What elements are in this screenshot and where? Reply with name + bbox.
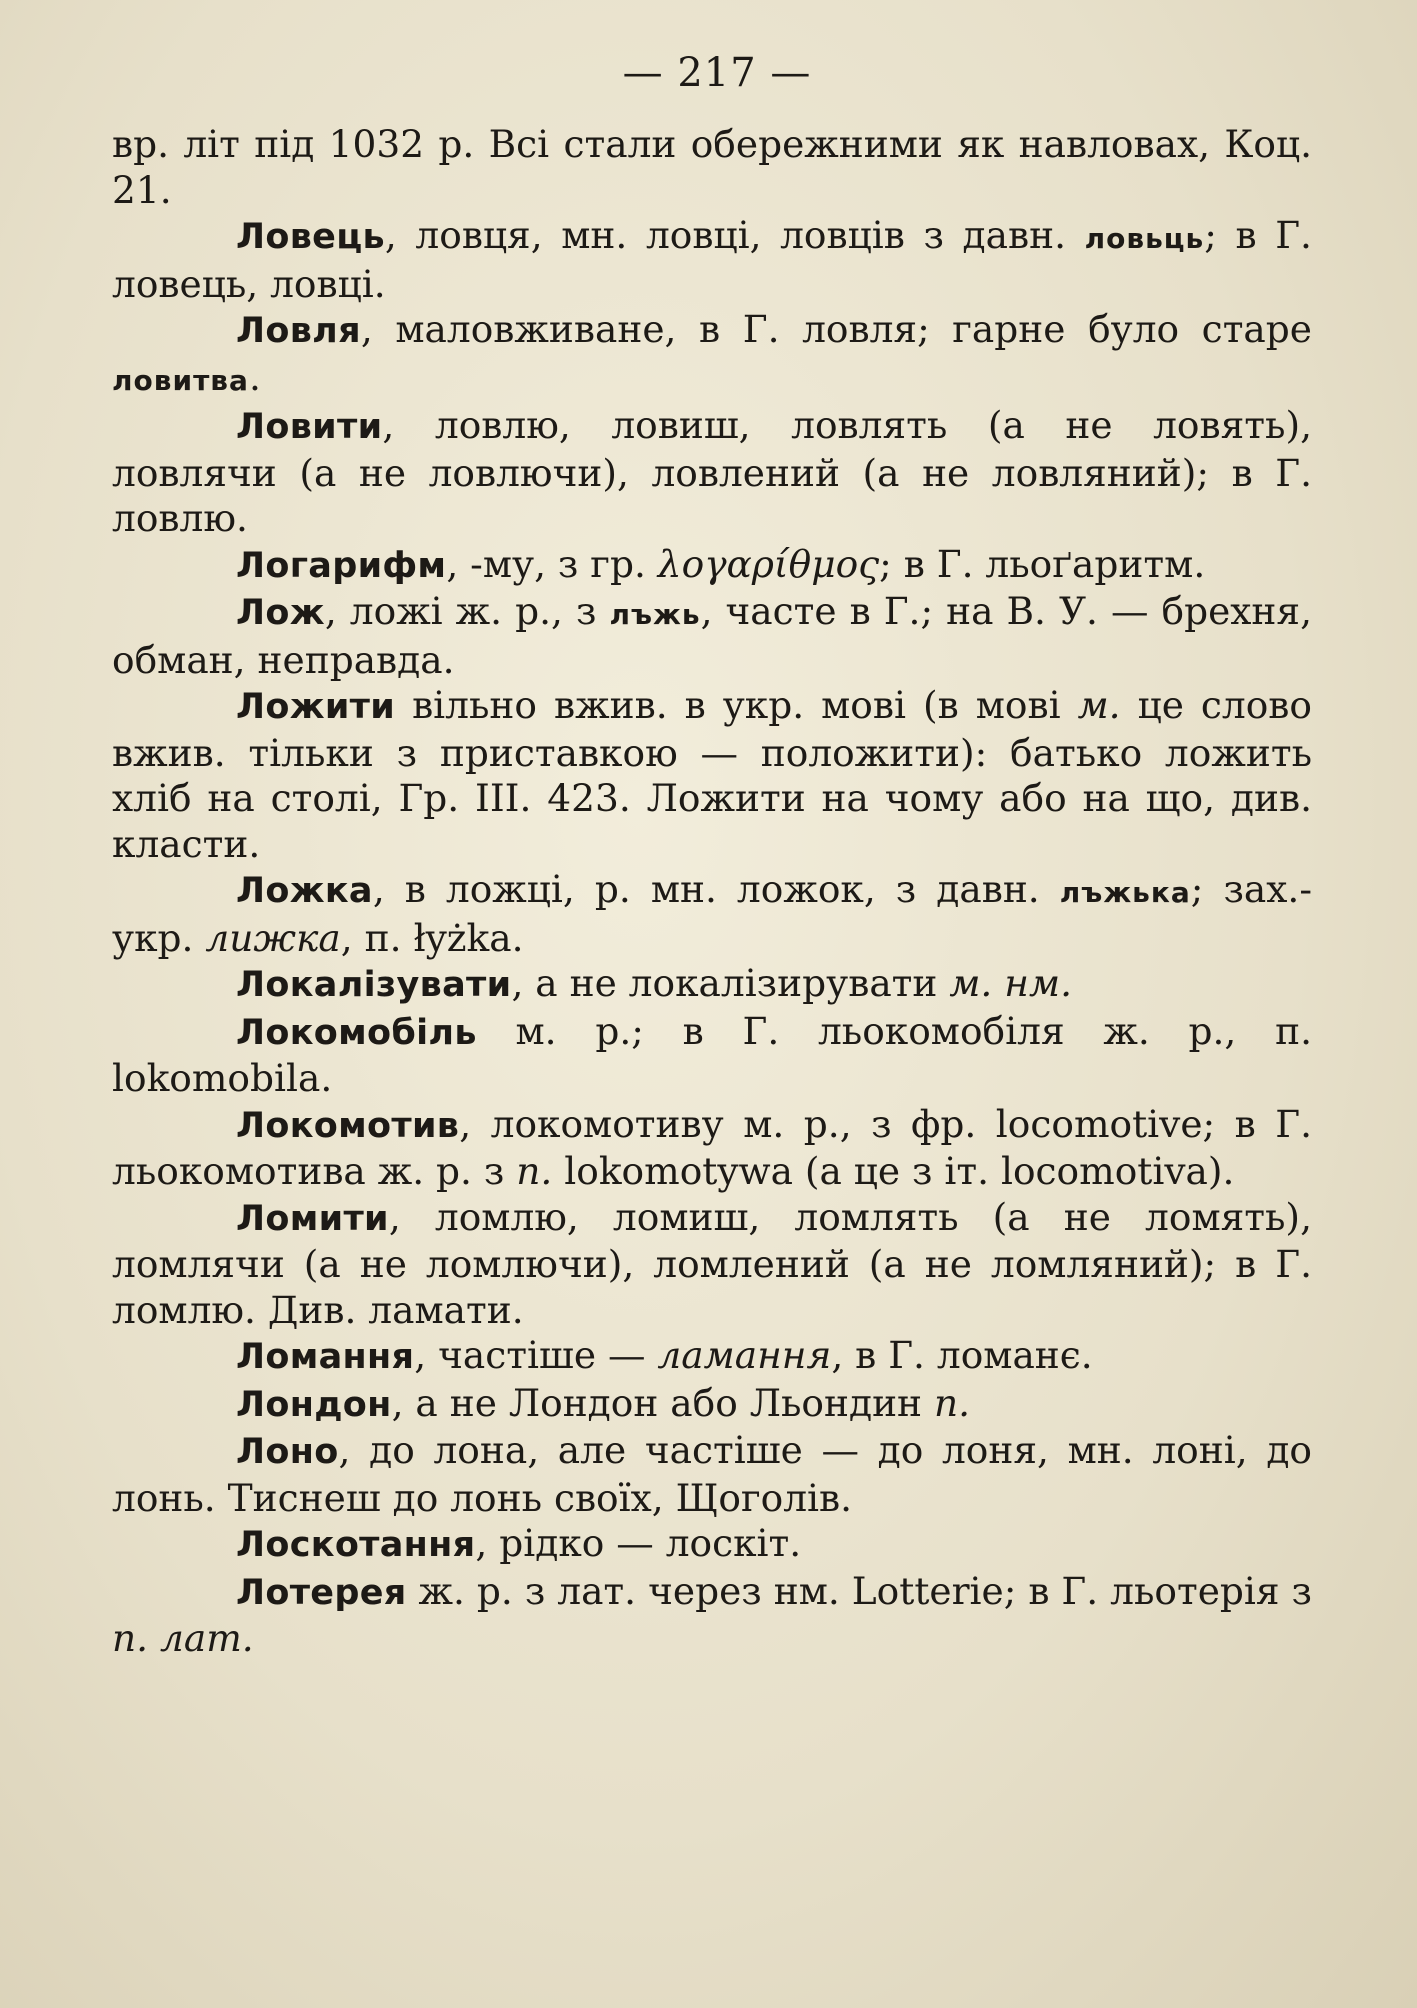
entry-headword: Лоно	[236, 1432, 339, 1472]
dictionary-entry	[112, 589, 1312, 683]
entry-text: , часте в Г.; на В. У. — брехня, обман, неправда.	[112, 589, 1312, 682]
dictionary-entry	[112, 542, 1312, 590]
entry-text: ; в Г. ловець, ловці.	[112, 213, 1312, 306]
entry-text: вільно вжив. в укр. мові (в мові	[395, 683, 1078, 727]
dictionary-entry	[112, 1195, 1312, 1334]
dictionary-entry	[112, 1009, 1312, 1102]
italic-text: λογαρίθμος	[657, 541, 880, 586]
entry-text: , рідко — лоскіт.	[475, 1521, 802, 1565]
entry-text: м. р.; в Г. льокомобіля ж. р., п. lokomobila.	[112, 1008, 1312, 1100]
entry-text: , маловживане, в Г. ловля; гарне було старе	[360, 307, 1312, 351]
entry-text: , частіше —	[414, 1333, 658, 1377]
entry-text: , ломлю, ломиш, ломлять (а не ломять), ломлячи (а не ломлючи), ломлений (а не ломляний); в Г. ломлю. Див. ламати.	[112, 1194, 1312, 1332]
dictionary-entry	[112, 1428, 1312, 1521]
italic-text: лижка	[205, 915, 341, 960]
dictionary-entry	[112, 683, 1312, 867]
entry-text: , п. łyżka.	[340, 915, 524, 960]
entry-text: ; зах.-укр.	[112, 867, 1312, 960]
old-slavonic-word: ловьць	[1084, 222, 1205, 255]
entry-text: , в ложці, р. мн. ложок, з давн.	[372, 867, 1060, 911]
dictionary-entry	[112, 1102, 1312, 1195]
italic-text: ламання	[657, 1333, 832, 1377]
italic-text: п.	[516, 1149, 553, 1193]
italic-text: м.	[1077, 683, 1121, 727]
dictionary-entry	[112, 307, 1312, 403]
dictionary-entry	[112, 1569, 1312, 1662]
dictionary-entry	[112, 213, 1312, 307]
entry-headword: Лож	[236, 593, 325, 633]
entry-text: , ловця, мн. ловці, ловців з давн.	[384, 213, 1085, 257]
dictionary-entry	[112, 867, 1312, 961]
entry-headword: Ложити	[236, 687, 396, 727]
dictionary-entry	[112, 1333, 1312, 1381]
entry-text: вр. літ під 1032 р. Всі стали обережними як на	[112, 122, 1066, 166]
entry-headword: Локомобіль	[236, 1012, 477, 1053]
dictionary-entry	[112, 1381, 1312, 1429]
entry-headword: Ловець	[236, 217, 385, 257]
entry-headword: Локомотив	[236, 1105, 460, 1146]
entry-text: , а не Лондон або Льондин	[391, 1380, 934, 1425]
dictionary-entry	[112, 403, 1312, 542]
entry-text: , в Г. ломанє.	[831, 1333, 1093, 1377]
dictionary-page	[112, 50, 1312, 1950]
entry-headword: Ломити	[236, 1198, 389, 1239]
entry-headword: Логарифм	[236, 545, 447, 586]
entry-headword: Лоскотання	[236, 1525, 476, 1565]
entry-headword: Лотерея	[236, 1572, 407, 1613]
entry-headword: Локалізувати	[236, 965, 512, 1005]
dictionary-entry	[112, 961, 1312, 1009]
entry-headword: Ложка	[236, 871, 373, 911]
italic-text: п.	[933, 1380, 971, 1425]
entry-text: , ложі ж. р., з	[324, 589, 610, 633]
continuation-paragraph	[112, 122, 1312, 213]
entry-text: , -му, з гр.	[446, 541, 658, 586]
entry-headword: Ломання	[236, 1337, 415, 1377]
entry-text: , локомотиву м. р., з фр. locomotive; в Г. льокомотива ж. р. з	[112, 1101, 1312, 1193]
entry-headword: Ловити	[236, 407, 383, 447]
entry-text: , ловлю, ловиш, ловлять (а не ловять), ловлячи (а не ловлючи), ловлений (а не ловляний); в Г. ловлю.	[112, 403, 1312, 540]
entry-text: це слово вжив. тільки з приставкою — положити): батько ложить хліб на столі, Гр. III. 423. Ложити на чому або на що, див. класти.	[112, 683, 1312, 866]
italic-text: п. лат.	[112, 1616, 254, 1660]
entry-headword: Ловля	[236, 311, 361, 351]
page-number: — 217 —	[622, 50, 812, 96]
old-slavonic-word: ловитва	[112, 363, 249, 397]
entry-text: ; в Г. льоґаритм.	[879, 541, 1206, 586]
italic-text: м. нм.	[949, 961, 1072, 1005]
entry-text: ж. р. з лат. через нм. Lotterie; в Г. льотерія з	[406, 1568, 1312, 1613]
dictionary-entries	[112, 122, 1312, 1662]
entry-headword: Лондон	[236, 1384, 392, 1425]
entry-text: , до лона, але частіше — до лоня, мн. лоні, до лонь. Тиснеш до лонь своїх, Щоголів.	[112, 1428, 1312, 1520]
entry-text: вловах, Коц. 21.	[112, 122, 1312, 212]
entry-text: , а не локалізирувати	[511, 961, 950, 1005]
entry-text: .	[248, 354, 261, 399]
old-slavonic-word: лъжька	[1059, 876, 1191, 909]
dictionary-entry	[112, 1521, 1312, 1569]
entry-text: lokomotywa (а це з іт. locomotiva).	[552, 1149, 1235, 1193]
old-slavonic-word: лъжь	[609, 598, 701, 631]
